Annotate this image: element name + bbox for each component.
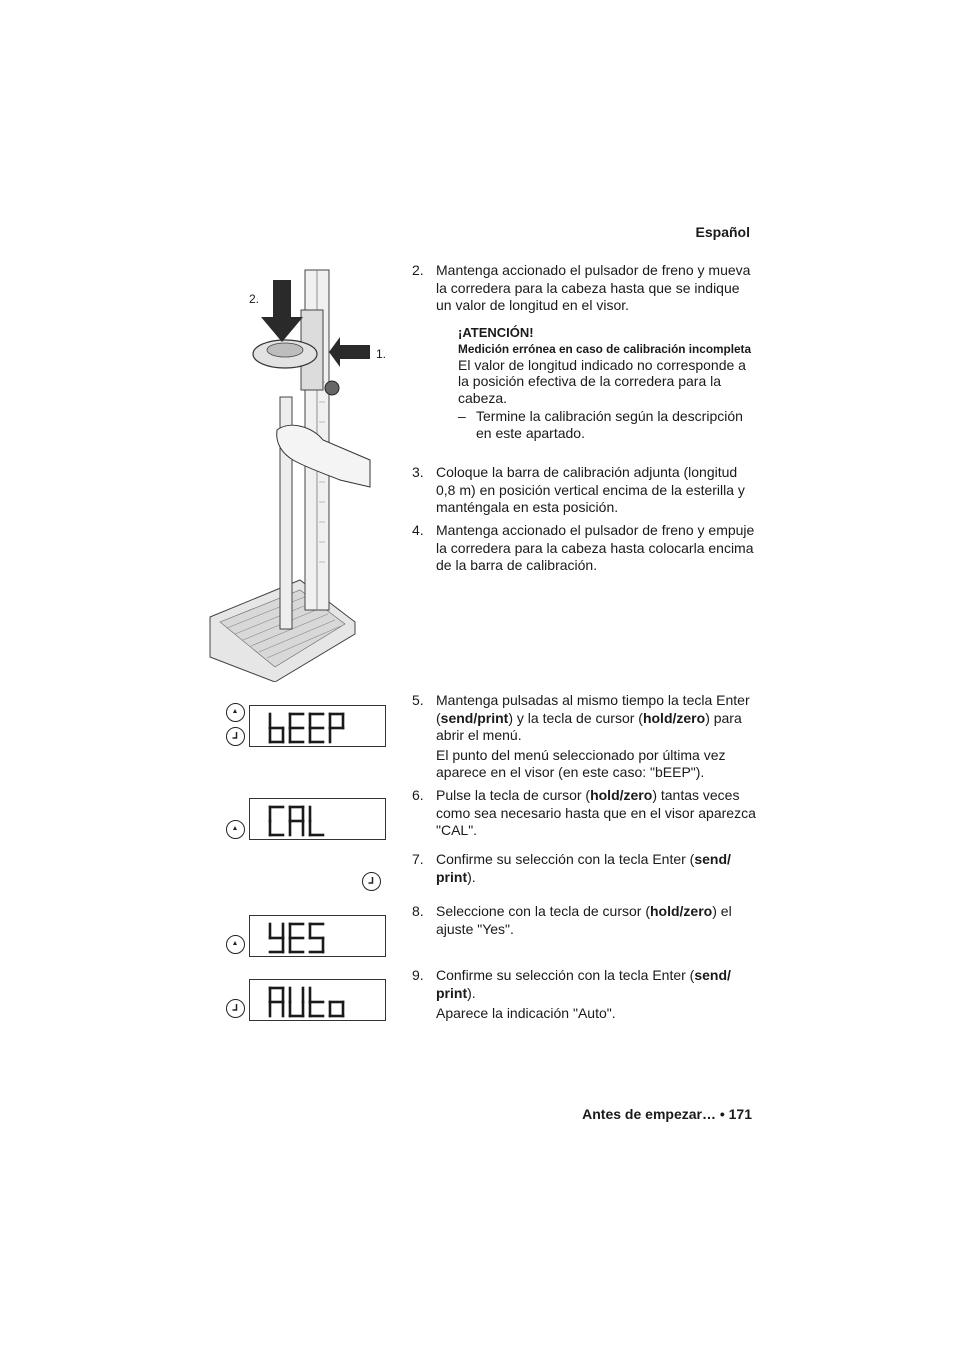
device-illustration <box>205 262 385 685</box>
up-arrow-icon <box>226 820 245 839</box>
lcd-text <box>250 799 387 841</box>
step-9 <box>412 967 757 1023</box>
lcd-text <box>250 980 387 1022</box>
dash-marker: – <box>458 408 466 424</box>
enter-icon <box>226 999 245 1018</box>
step-text: Confirme su selección con la tecla Enter (send/ print). <box>436 967 731 1001</box>
lcd-display-cal <box>249 798 386 840</box>
up-arrow-icon <box>226 935 245 954</box>
lcd-text <box>250 706 387 748</box>
step-5 <box>412 692 757 782</box>
illustration-label-1: 1. <box>376 347 387 361</box>
step-3 <box>412 464 757 517</box>
page-footer: Antes de empezar… • 171 <box>582 1106 752 1122</box>
warning-bullet-text: Termine la calibración según la descripción en este apartado. <box>476 408 743 441</box>
step-number: 7. <box>412 851 424 867</box>
key-name: hold/zero <box>590 787 653 803</box>
warning-title: ¡ATENCIÓN! <box>458 325 534 340</box>
step-number: 4. <box>412 522 424 538</box>
key-name: hold/zero <box>642 709 706 726</box>
step-number: 8. <box>412 903 424 919</box>
step-text: Seleccione con la tecla de cursor (hold/zero) el ajuste "Yes". <box>436 903 732 937</box>
warning-box <box>458 325 758 441</box>
step-number: 6. <box>412 787 424 803</box>
step-subtext: El punto del menú seleccionado por última vez aparece en el visor (en este caso: "bEEP"). <box>436 746 726 780</box>
step-number: 9. <box>412 967 424 983</box>
warning-bullet <box>458 408 758 441</box>
language-header: Español <box>695 224 750 240</box>
step-text: Mantenga accionado el pulsador de freno y empuje la corredera para la cabeza hasta colocarla encima de la barra de calibración. <box>436 522 755 573</box>
key-name: send/print <box>440 709 509 726</box>
step-8 <box>412 903 757 938</box>
illustration-label-2: 2. <box>249 292 260 306</box>
step-4 <box>412 522 757 575</box>
key-name: hold/zero <box>650 903 713 919</box>
lcd-text <box>250 916 387 958</box>
step-text: Coloque la barra de calibración adjunta (longitud 0,8 m) en posición vertical encima de la esterilla y manténgala en esta posición. <box>436 464 745 515</box>
stadiometer-drawing <box>205 262 385 682</box>
enter-icon <box>226 727 245 746</box>
step-subtext: Aparece la indicación "Auto". <box>436 1005 616 1021</box>
warning-body: El valor de longitud indicado no corresponde a la posición efectiva de la corredera para la cabeza. <box>458 356 746 406</box>
step-text: Pulse la tecla de cursor (hold/zero) tantas veces como sea necesario hasta que en el visor aparezca "CAL". <box>436 787 756 838</box>
lcd-display-yes <box>249 915 386 957</box>
step-7 <box>412 851 757 886</box>
up-arrow-icon <box>226 703 245 722</box>
warning-subtitle: Medición errónea en caso de calibración incompleta <box>458 341 752 356</box>
lcd-display-beep <box>249 705 386 747</box>
step-number: 5. <box>412 692 424 708</box>
step-6 <box>412 787 757 840</box>
step-text: Confirme su selección con la tecla Enter (send/ print). <box>436 851 731 885</box>
step-text: Mantenga pulsadas al mismo tiempo la tecla Enter (send/print) y la tecla de cursor (hold/zero) para abrir el menú. <box>436 692 750 743</box>
enter-icon <box>362 872 381 891</box>
key-name: send/ print <box>436 967 731 1001</box>
step-number: 3. <box>412 464 424 480</box>
step-number: 2. <box>412 262 424 278</box>
step-2 <box>412 262 757 315</box>
key-name: send/ print <box>436 851 731 885</box>
lcd-display-auto <box>249 979 386 1021</box>
step-text: Mantenga accionado el pulsador de freno y mueva la corredera para la cabeza hasta que se indique un valor de longitud en el visor. <box>436 262 751 313</box>
